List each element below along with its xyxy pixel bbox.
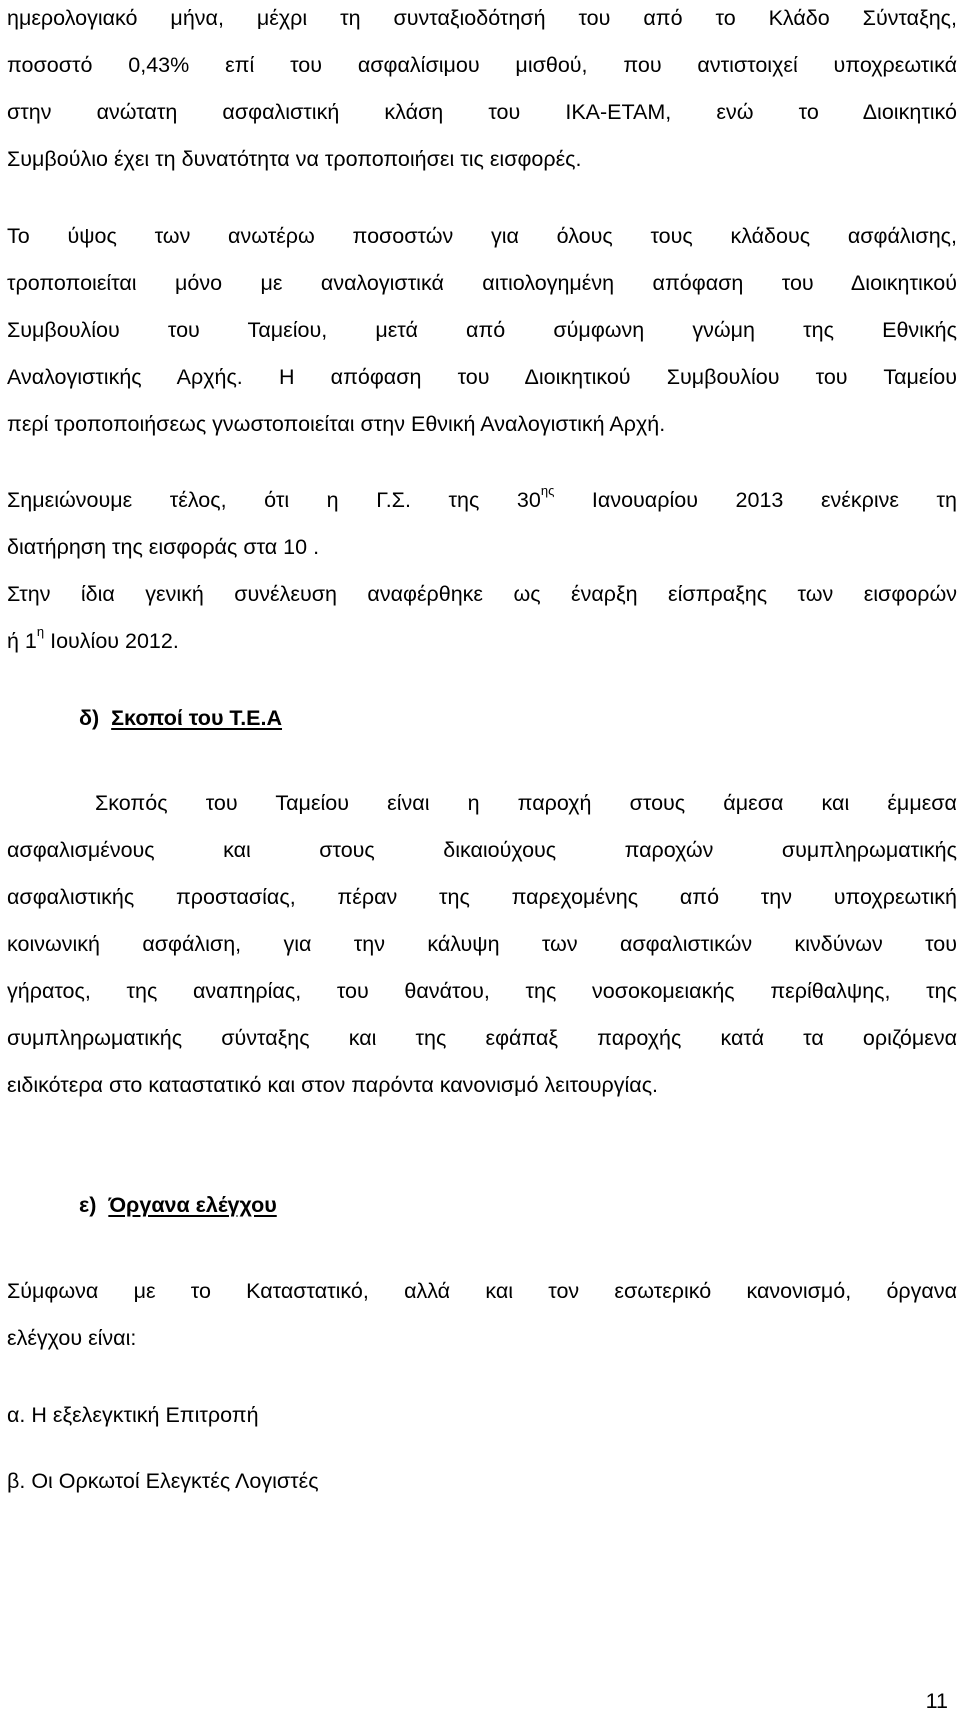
paragraph3-line1 (7, 483, 957, 513)
paragraph3-line1-text-b: Ιανουαρίου 2013 ενέκρινε τη (554, 488, 957, 512)
paragraph1-line2: ποσοστό 0,43% επί του ασφαλίσιμου μισθού, που αντιστοιχεί υποχρεωτικά (7, 53, 957, 77)
paragraph3-line2: διατήρηση της εισφοράς στα 10 . (7, 535, 320, 559)
section-d-heading (79, 705, 282, 731)
page-number: 11 (925, 1689, 948, 1713)
section-e-heading (79, 1192, 277, 1218)
list-item-a: α. Η εξελεγκτική Επιτροπή (7, 1403, 259, 1427)
paragraph1-line4: Συμβούλιο έχει τη δυνατότητα να τροποποιήσει τις εισφορές. (7, 147, 582, 171)
paragraph4-line1: Σκοπός του Ταμείου είναι η παροχή στους άμεσα και έμμεσα (95, 791, 957, 815)
paragraph2-line5: περί τροποποιήσεως γνωστοποιείται στην Εθνική Αναλογιστική Αρχή. (7, 412, 666, 436)
section-e-marker: ε) (79, 1193, 97, 1217)
paragraph1-line1: ημερολογιακό μήνα, μέχρι τη συνταξιοδότησή του από το Κλάδο Σύνταξης, (7, 6, 957, 30)
paragraph4-line7: ειδικότερα στο καταστατικό και στον παρόντα κανονισμό λειτουργίας. (7, 1073, 659, 1097)
paragraph5-line2: ελέγχου είναι: (7, 1326, 137, 1350)
paragraph4-line4: κοινωνική ασφάλιση, για την κάλυψη των ασφαλιστικών κινδύνων του (7, 932, 957, 956)
paragraph3-line3: Στην ίδια γενική συνέλευση αναφέρθηκε ως έναρξη είσπραξης των εισφορών (7, 582, 957, 606)
paragraph3-line4-text-b: Ιουλίου 2012. (44, 629, 179, 653)
paragraph5-line1: Σύμφωνα με το Καταστατικό, αλλά και τον εσωτερικό κανονισμό, όργανα (7, 1279, 957, 1303)
paragraph1-line3: στην ανώτατη ασφαλιστική κλάση του ΙΚΑ-ΕΤΑΜ, ενώ το Διοικητικό (7, 100, 957, 124)
paragraph3-line4 (7, 624, 957, 654)
paragraph4-line3: ασφαλιστικής προστασίας, πέραν της παρεχομένης από την υποχρεωτική (7, 885, 957, 909)
section-d-title: Σκοποί του Τ.Ε.Α (111, 706, 283, 730)
paragraph3-line1-ordinal: ης (540, 483, 555, 498)
list-item-b: β. Οι Ορκωτοί Ελεγκτές Λογιστές (7, 1469, 319, 1493)
paragraph4-line5: γήρατος, της αναπηρίας, του θανάτου, της νοσοκομειακής περίθαλψης, της (7, 979, 957, 1003)
paragraph2-line2: τροποποιείται μόνο με αναλογιστικά αιτιολογημένη απόφαση του Διοικητικού (7, 271, 957, 295)
paragraph2-line3: Συμβουλίου του Ταμείου, μετά από σύμφωνη γνώμη της Εθνικής (7, 318, 957, 342)
paragraph4-line2: ασφαλισμένους και στους δικαιούχους παροχών συμπληρωματικής (7, 838, 957, 862)
paragraph2-line1: Το ύψος των ανωτέρω ποσοστών για όλους τους κλάδους ασφάλισης, (7, 224, 957, 248)
section-d-marker: δ) (79, 706, 100, 730)
section-e-title: Όργανα ελέγχου (108, 1193, 277, 1217)
paragraph4-line6: συμπληρωματικής σύνταξης και της εφάπαξ παροχής κατά τα οριζόμενα (7, 1026, 957, 1050)
paragraph3-line4-ordinal: η (36, 624, 45, 639)
paragraph2-line4: Αναλογιστικής Αρχής. Η απόφαση του Διοικητικού Συμβουλίου του Ταμείου (7, 365, 957, 389)
paragraph3-line1-text-a: Σημειώνουμε τέλος, ότι η Γ.Σ. της 30 (7, 488, 541, 512)
paragraph3-line4-text-a: ή 1 (7, 629, 37, 653)
